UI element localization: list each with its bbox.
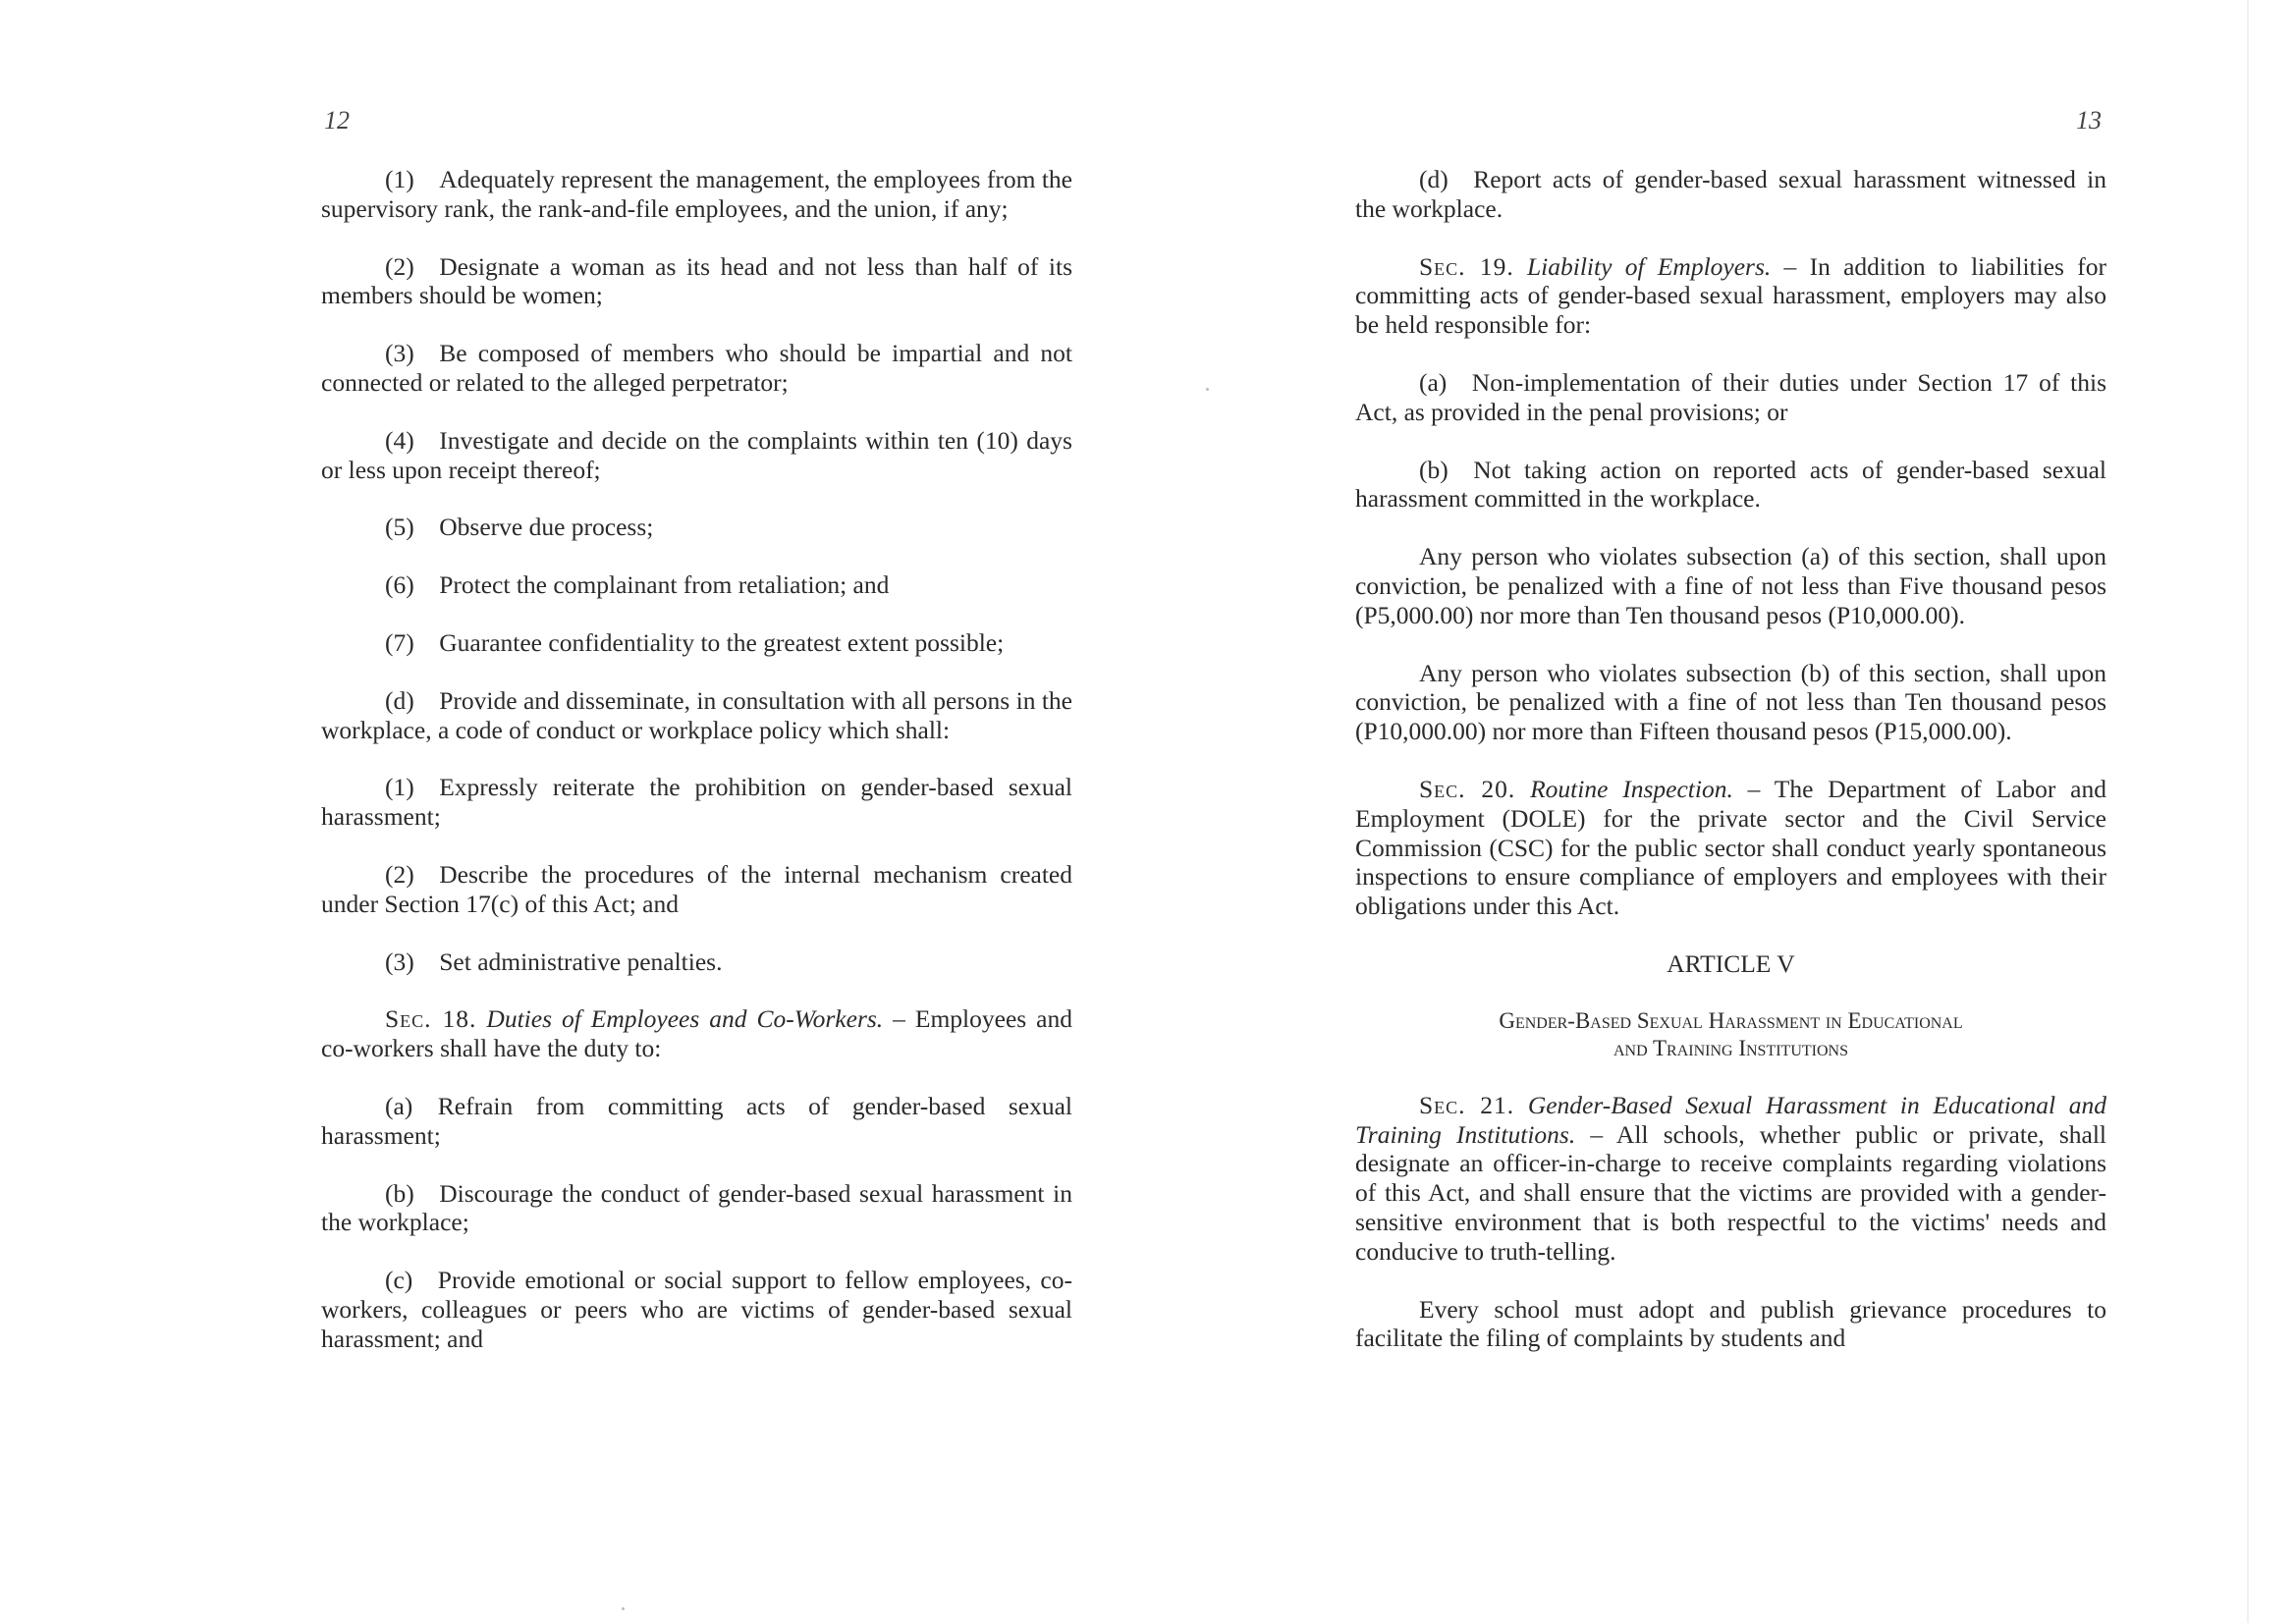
right-page [1148, 0, 2296, 1623]
section-label: Sec. 18. [385, 1004, 477, 1034]
section-text: – In addition to liabilities for committing acts of gender-based sexual harassment, employers may also be held responsible for: [1355, 251, 2106, 340]
paragraph: (4) Investigate and decide on the complaints within ten (10) days or less upon receipt thereof; [321, 425, 1072, 484]
paragraph: Any person who violates subsection (b) of this section, shall upon conviction, be penalized with a fine of not less than Ten thousand pesos (P10,000.00) nor more than Fifteen thousand pesos (P15,000.00). [1355, 658, 2106, 746]
article-title-line: and Training Institutions [1613, 1035, 1848, 1060]
section-title: Gender-Based Sexual Harassment in Educational and Training Institutions. [1355, 1090, 2107, 1149]
section-title: Routine Inspection. [1530, 774, 1733, 803]
paragraph: (b) Not taking action on reported acts of gender-based sexual harassment committed in the workplace. [1355, 455, 2106, 514]
paragraph: (a) Refrain from committing acts of gender-based sexual harassment; [321, 1091, 1072, 1150]
paragraph: (7) Guarantee confidentiality to the greatest extent possible; [385, 627, 1005, 657]
paragraph: (c) Provide emotional or social support to fellow employees, co-workers, colleagues or peers who are victims of gender-based sexual harassment; and [321, 1266, 1072, 1353]
section-19 [1355, 252, 2106, 340]
paragraph: (5) Observe due process; [385, 513, 654, 542]
paragraph: Every school must adopt and publish grievance procedures to facilitate the filing of complaints by students and [1355, 1294, 2106, 1353]
scan-edge-shadow [2247, 0, 2249, 1623]
article-title [1355, 1007, 2106, 1062]
scan-speck [622, 1607, 625, 1610]
paragraph: (a) Non-implementation of their duties under Section 17 of this Act, as provided in the penal provisions; or [1355, 367, 2106, 426]
section-label: Sec. 21. [1419, 1090, 1515, 1119]
left-page-body [321, 165, 1072, 1382]
paragraph: (1) Adequately represent the management, the employees from the supervisory rank, the rank-and-file employees, and the union, if any; [321, 165, 1072, 223]
paragraph: (2) Describe the procedures of the internal mechanism created under Section 17(c) of this Act; and [321, 859, 1072, 918]
section-label: Sec. 19. [1419, 251, 1514, 281]
section-20 [1355, 775, 2106, 921]
section-title: Duties of Employees and Co-Workers. [486, 1004, 884, 1034]
page-number: 12 [324, 106, 350, 135]
paragraph: (2) Designate a woman as its head and not less than half of its members should be women; [321, 251, 1072, 310]
section-18 [321, 1004, 1072, 1063]
section-label: Sec. 20. [1419, 774, 1516, 803]
paragraph: (b) Discourage the conduct of gender-based sexual harassment in the workplace; [321, 1178, 1072, 1237]
paragraph: (6) Protect the complainant from retaliation; and [385, 570, 890, 600]
section-text: – All schools, whether public or private, shall designate an officer-in-charge to receive complaints regarding violations of this Act, and shall ensure that the victims are provided with a gender-sensitive environment that is both respectful to the victims' needs and conducive to truth-telling. [1355, 1119, 2106, 1266]
paragraph: (3) Be composed of members who should be impartial and not connected or related to the alleged perpetrator; [321, 339, 1072, 397]
right-page-body [1355, 165, 2106, 1381]
section-text: – The Department of Labor and Employment (DOLE) for the private sector and the Civil Service Commission (CSC) for the public sector shall conduct yearly spontaneous inspections to ensure compliance of employers and employees with their obligations under this Act. [1355, 774, 2107, 921]
paragraph: (1) Expressly reiterate the prohibition on gender-based sexual harassment; [321, 773, 1072, 832]
paragraph: (d) Report acts of gender-based sexual harassment witnessed in the workplace. [1355, 165, 2106, 223]
section-title: Liability of Employers. [1527, 251, 1772, 281]
section-21 [1355, 1091, 2106, 1267]
article-title-line: Gender-Based Sexual Harassment in Educational [1499, 1007, 1963, 1033]
section-text: – Employees and co-workers shall have the duty to: [321, 1004, 1073, 1063]
paragraph: (3) Set administrative penalties. [385, 947, 723, 976]
article-heading: ARTICLE V [1667, 948, 1795, 978]
page-number: 13 [2076, 106, 2102, 135]
paragraph: (d) Provide and disseminate, in consultation with all persons in the workplace, a code of conduct or workplace policy which shall: [321, 685, 1072, 744]
paragraph: Any person who violates subsection (a) of this section, shall upon conviction, be penalized with a fine of not less than Five thousand pesos (P5,000.00) nor more than Ten thousand pesos (P10,000.00). [1355, 542, 2106, 629]
